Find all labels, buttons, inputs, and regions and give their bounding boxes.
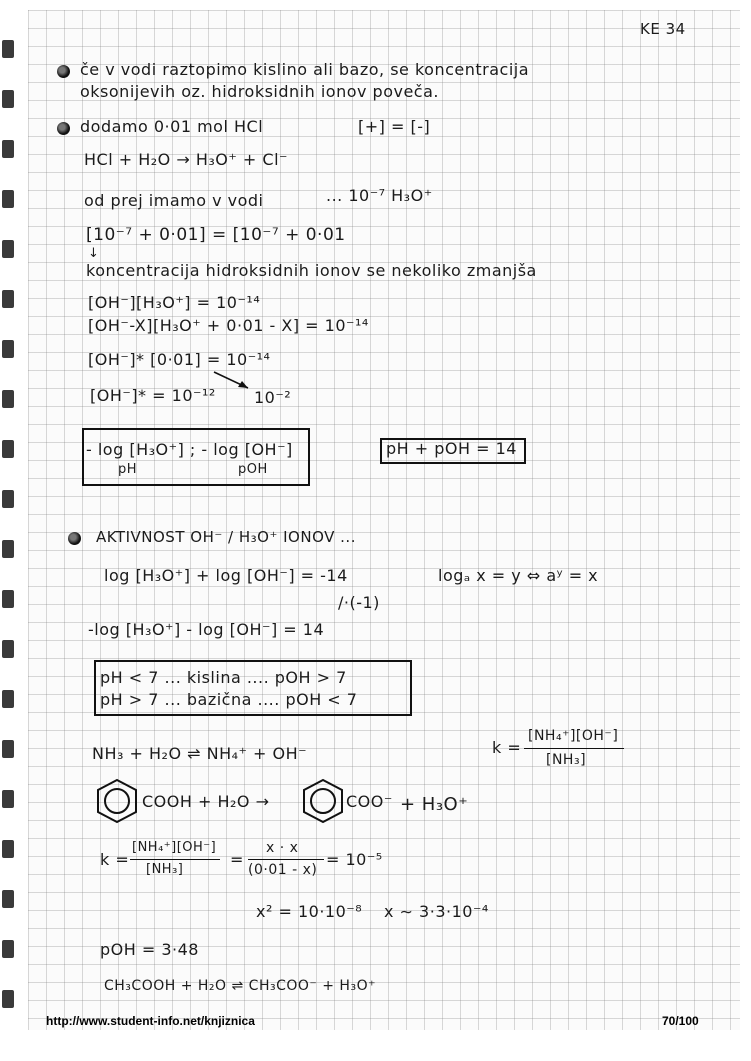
k2-equals: = — [230, 850, 244, 869]
benzoic-right: COO⁻ — [346, 792, 393, 811]
k2-x-denominator: (0·01 - x) — [248, 862, 318, 878]
add-equal-note: [+] = [-] — [358, 117, 431, 136]
down-arrow: ↓ — [88, 246, 100, 261]
acid-rule: pH < 7 ... kislina .... pOH > 7 — [100, 668, 347, 687]
bullet-icon — [57, 65, 70, 78]
poh-value: pOH = 3·48 — [100, 940, 199, 959]
k2-x-numerator: x · x — [266, 840, 299, 856]
log-equation-2: -log [H₃O⁺] - log [OH⁻] = 14 — [88, 620, 325, 639]
nh3-reaction: NH₃ + H₂O ⇌ NH₄⁺ + OH⁻ — [92, 744, 308, 763]
kw-equation-3: [OH⁻]* [0·01] = 10⁻¹⁴ — [88, 350, 271, 369]
k2-x-fraction-bar — [248, 859, 324, 860]
k-fraction-bar — [524, 748, 624, 749]
x-value: x ∼ 3·3·10⁻⁴ — [384, 902, 489, 921]
intro-line-1: če v vodi raztopimo kislino ali bazo, se koncentracija — [80, 60, 530, 79]
k-label: k = — [492, 738, 522, 757]
log-identity: logₐ x = y ⇔ aʸ = x — [438, 566, 599, 585]
log-equation-1: log [H₃O⁺] + log [OH⁻] = -14 — [104, 566, 348, 585]
bullet-icon — [68, 532, 81, 545]
concentration-eq: [10⁻⁷ + 0·01] = [10⁻⁷ + 0·01 — [86, 225, 346, 245]
add-hcl-line: dodamo 0·01 mol HCl — [80, 117, 264, 136]
benzene-ring-icon — [94, 778, 140, 824]
k2-result: = 10⁻⁵ — [326, 850, 383, 869]
page-header-code: KE 34 — [640, 20, 686, 38]
acetic-reaction: CH₃COOH + H₂O ⇌ CH₃COO⁻ + H₃O⁺ — [104, 978, 376, 994]
activity-title: AKTIVNOST OH⁻ / H₃O⁺ IONOV ... — [96, 528, 356, 546]
benzene-ring-icon — [300, 778, 346, 824]
reaction-hcl: HCl + H₂O → H₃O⁺ + Cl⁻ — [84, 150, 288, 169]
footer-url[interactable]: http://www.student-info.net/knjiznica — [46, 1014, 255, 1028]
footer-page-number: 70/100 — [662, 1014, 699, 1028]
definition-box-text: - log [H₃O⁺] ; - log [OH⁻] — [86, 440, 293, 459]
sum-box-text: pH + pOH = 14 — [386, 439, 517, 458]
k2-numerator: [NH₄⁺][OH⁻] — [132, 840, 217, 855]
definition-poh-label: pOH — [238, 462, 268, 477]
intro-line-2: oksonijevih oz. hidroksidnih ionov poveča. — [80, 82, 439, 101]
k-denominator: [NH₃] — [546, 752, 587, 768]
definition-ph-label: pH — [118, 462, 138, 477]
k2-fraction-bar — [130, 859, 220, 860]
decrease-line: koncentracija hidroksidnih ionov se nekoliko zmanjša — [86, 261, 537, 280]
arrow-icon — [212, 370, 252, 392]
kw-equation-2: [OH⁻-X][H₃O⁺ + 0·01 - X] = 10⁻¹⁴ — [88, 316, 369, 335]
k2-denominator: [NH₃] — [146, 862, 184, 877]
binding-holes — [0, 40, 20, 1040]
kw-equation-1: [OH⁻][H₃O⁺] = 10⁻¹⁴ — [88, 293, 261, 312]
before-line: od prej imamo v vodi — [84, 191, 264, 210]
k2-label: k = — [100, 850, 130, 869]
base-rule: pH > 7 ... bazična .... pOH < 7 — [100, 690, 358, 709]
benzoic-left: COOH + H₂O → — [142, 792, 270, 811]
benzoic-product: + H₃O⁺ — [400, 794, 469, 815]
before-value: ... 10⁻⁷ H₃O⁺ — [326, 186, 433, 205]
x-square: x² = 10·10⁻⁸ — [256, 902, 363, 921]
k-numerator: [NH₄⁺][OH⁻] — [528, 728, 619, 744]
bullet-icon — [57, 122, 70, 135]
multiply-note: /·(-1) — [338, 593, 380, 612]
kw-equation-4-target: 10⁻² — [254, 388, 292, 407]
kw-equation-4: [OH⁻]* = 10⁻¹² — [90, 386, 216, 405]
